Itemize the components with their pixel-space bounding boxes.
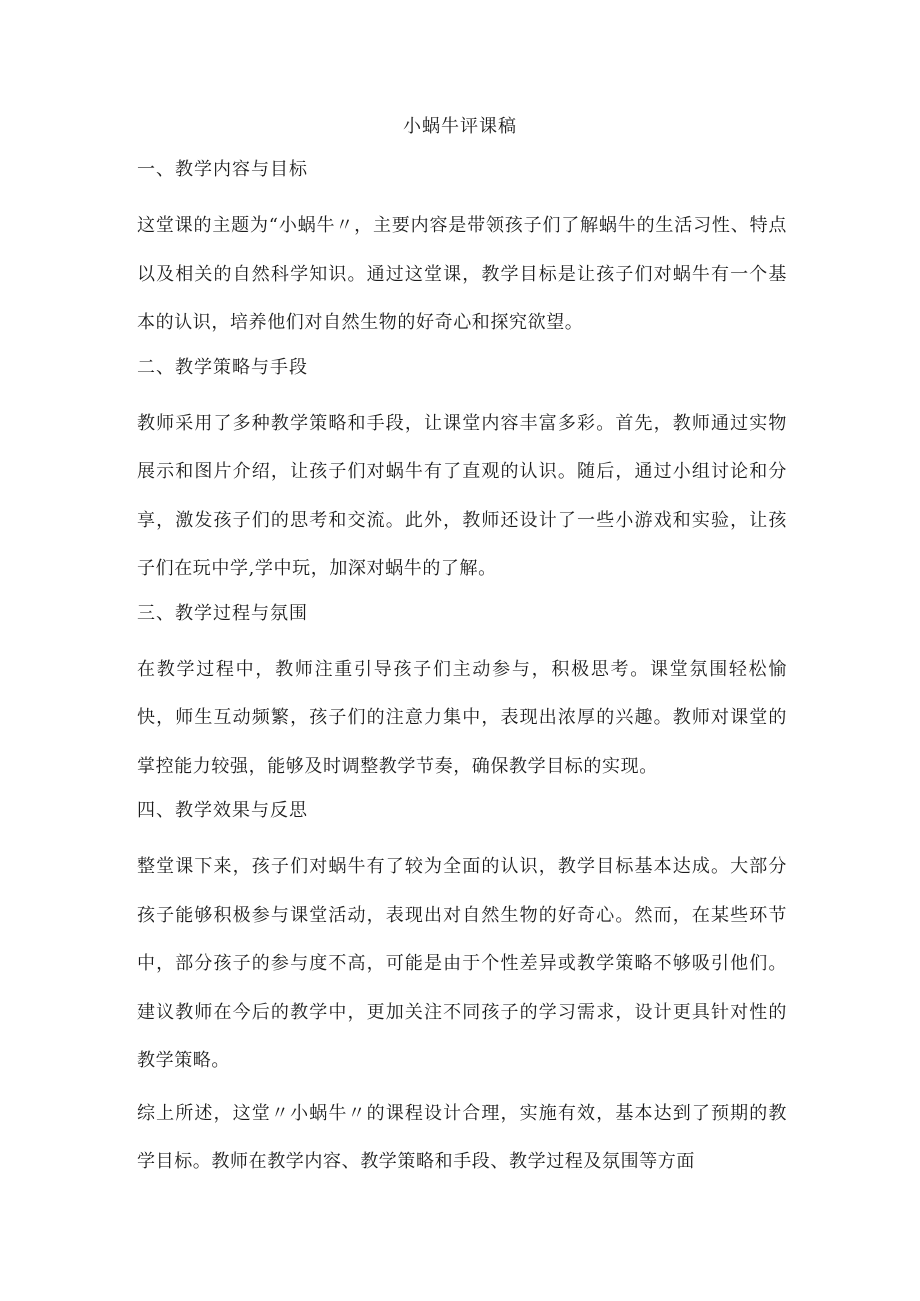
section-strategy-means <box>137 352 787 594</box>
section-content-goals <box>137 154 787 348</box>
section-paragraph: 在教学过程中，教师注重引导孩子们主动参与，积极思考。课堂氛围轻松愉快，师生互动频繁，孩子们的注意力集中，表现出浓厚的兴趣。教师对课堂的掌控能力较强，能够及时调整教学节奏，确保教学目标的实现。 <box>137 658 787 777</box>
section-heading: 二、教学策略与手段 <box>137 356 308 378</box>
section-paragraph: 这堂课的主题为“小蜗牛〃，主要内容是带领孩子们了解蜗牛的生活习性、特点以及相关的自然科学知识。通过这堂课，教学目标是让孩子们对蜗牛有一个基本的认识，培养他们对自然生物的好奇心和探究欲望。 <box>137 215 787 333</box>
section-paragraph: 教师采用了多种教学策略和手段，让课堂内容丰富多彩。首先，教师通过实物展示和图片介绍，让孩子们对蜗牛有了直观的认识。随后，通过小组讨论和分享，激发孩子们的思考和交流。此外，教师还设计了一些小游戏和实验，让孩子们在玩中学,学中玩，加深对蜗牛的了解。 <box>137 412 787 579</box>
section-paragraph: 整堂课下来，孩子们对蜗牛有了较为全面的认识，教学目标基本达成。大部分孩子能够积极参与课堂活动，表现出对自然生物的好奇心。然而，在某些环节中，部分孩子的参与度不高，可能是由于个性差异或教学策略不够吸引他们。建议教师在今后的教学中，更加关注不同孩子的学习需求，设计更具针对性的教学策略。 <box>137 856 787 1071</box>
section-heading: 四、教学效果与反思 <box>137 800 308 821</box>
section-effect-reflection <box>137 795 787 1086</box>
section-heading: 一、教学内容与目标 <box>137 159 308 180</box>
section-process-atmosphere <box>137 598 787 792</box>
document-title: 小蜗牛评课稿 <box>403 116 517 137</box>
conclusion-paragraph: 综上所述，这堂〃小蜗牛〃的课程设计合理，实施有效，基本达到了预期的教学目标。教师在教学内容、教学策略和手段、教学过程及氛围等方面 <box>137 1102 787 1172</box>
document-body <box>137 154 787 1191</box>
section-heading: 三、教学过程与氛围 <box>137 602 308 624</box>
